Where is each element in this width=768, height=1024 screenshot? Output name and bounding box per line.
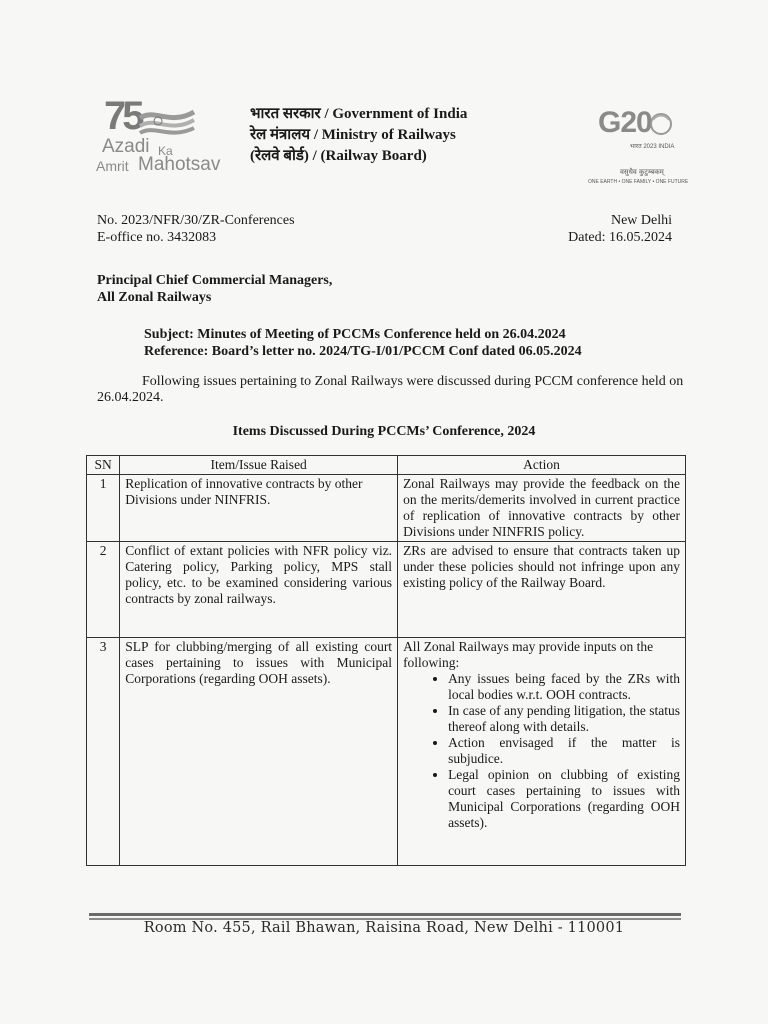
footer-divider — [89, 913, 681, 916]
addressee — [97, 272, 332, 306]
gov-line-3-english: / (Railway Board) — [308, 148, 427, 164]
logo-word-mahotsav: Mahotsav — [138, 154, 221, 175]
row-sn: 1 — [87, 475, 120, 542]
tricolour-flag-icon — [136, 104, 198, 138]
intro-text: Following issues pertaining to Zonal Railways were discussed during PCCM conference held on 26.04.2024. — [97, 374, 684, 405]
row-item: SLP for clubbing/merging of all existing court cases pertaining to issues with Municipal Corporations (regarding OOH assets). — [120, 638, 398, 866]
row-action: ZRs are advised to ensure that contracts taken up under these policies should not infringe upon any existing policy of the Railway Board. — [398, 542, 686, 638]
logo-word-amrit: Amrit — [96, 158, 129, 174]
letter-number: No. 2023/NFR/30/ZR-Conferences — [97, 213, 295, 228]
azadi-ka-amrit-mahotsav-logo — [96, 96, 226, 186]
gov-line-3 — [250, 146, 520, 167]
gov-line-2-hindi: रेल मंत्रालय — [250, 127, 311, 143]
g20-motto: ONE EARTH • ONE FAMILY • ONE FUTURE — [588, 179, 689, 185]
addressee-line-1: Principal Chief Commercial Managers, — [97, 273, 333, 288]
gov-line-1 — [250, 104, 520, 125]
government-heading — [250, 104, 520, 167]
gov-line-2 — [250, 125, 520, 146]
subject-line: Subject: Minutes of Meeting of PCCMs Conference held on 26.04.2024 — [144, 327, 566, 342]
lotus-globe-icon — [648, 110, 674, 136]
letter-date: Dated: 16.05.2024 — [568, 230, 672, 245]
items-table — [86, 455, 686, 866]
action-bullet: • Any issues being faced by the ZRs with local bodies w.r.t. OOH contracts. — [448, 671, 680, 703]
letter-place-date — [568, 212, 672, 246]
header-action: Action — [398, 456, 686, 475]
g20-subtitle: भारत 2023 INDIA — [630, 144, 675, 150]
gov-line-1-english: / Government of India — [320, 106, 468, 122]
action-bullet: • Legal opinion on clubbing of existing court cases pertaining to issues with Municipal Corporations (regarding OOH assets). — [448, 767, 680, 831]
g20-mark: G20 — [598, 106, 652, 139]
gov-line-1-hindi: भारत सरकार — [250, 106, 321, 122]
g20-logo — [586, 104, 696, 184]
table-row — [87, 638, 686, 866]
action-bullet-list — [403, 671, 680, 831]
action-bullet: • Action envisaged if the matter is subjudice. — [448, 735, 680, 767]
row-sn: 2 — [87, 542, 120, 638]
table-row — [87, 542, 686, 638]
row-action: Zonal Railways may provide the feedback on the on the merits/demerits involved in current practice of replication of innovative contracts by other Divisions under NINFRIS policy. — [398, 475, 686, 542]
row-sn: 3 — [87, 638, 120, 866]
footer-address: Room No. 455, Rail Bhawan, Raisina Road, New Delhi - 110001 — [143, 920, 625, 936]
addressee-line-2: All Zonal Railways — [97, 290, 212, 305]
row-item: Conflict of extant policies with NFR policy viz. Catering policy, Parking policy, MPS stall policy, etc. to be examined considering various contracts by zonal railways. — [120, 542, 398, 638]
subject-block — [144, 326, 582, 360]
row-item: Replication of innovative contracts by other Divisions under NINFRIS. — [120, 475, 398, 542]
action-bullet: • In case of any pending litigation, the status thereof along with details. — [448, 703, 680, 735]
table-row — [87, 475, 686, 542]
header-item: Item/Issue Raised — [120, 456, 398, 475]
intro-paragraph — [97, 374, 685, 406]
letter-place: New Delhi — [610, 213, 672, 228]
table-header-row — [87, 456, 686, 475]
g20-hindi-motto: वसुधैव कुटुम्बकम् — [620, 168, 664, 176]
header-sn: SN — [87, 456, 120, 475]
row-action: All Zonal Railways may provide inputs on the following: — [403, 639, 654, 670]
logo-number: 75 — [104, 94, 141, 138]
table-title: Items Discussed During PCCMs’ Conference, 2024 — [232, 424, 536, 439]
logo-word-azadi: Azadi — [102, 136, 150, 157]
letter-reference — [97, 212, 295, 246]
reference-line: Reference: Board’s letter no. 2024/TG-I/01/PCCM Conf dated 06.05.2024 — [144, 344, 582, 359]
gov-line-2-english: / Ministry of Railways — [310, 127, 456, 143]
logo-word-ka: Ka — [158, 144, 173, 158]
gov-line-3-hindi: (रेलवे बोर्ड) — [250, 148, 309, 164]
eoffice-number: E-office no. 3432083 — [97, 230, 217, 245]
row-action-cell — [398, 638, 686, 866]
